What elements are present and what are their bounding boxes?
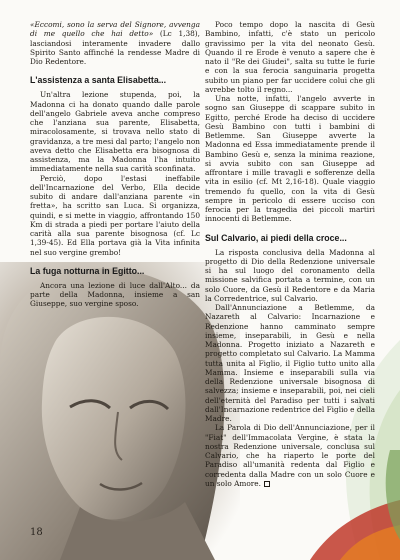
quote-reference: (Lc 1,38), lasciandosi interamente invadere dallo Spirito Santo affinché la rendesse Madre di Dio Redentore. [30, 29, 201, 66]
right-column [205, 20, 375, 488]
opening-quote [30, 20, 200, 66]
final-text: La Parola di Dio dell'Annunciazione, per il "Fiat" dell'Immacolata Vergine, è stata la nostra Redenzione universale, conclusa sul Calvario, che ha riaperto le porte del Paradiso all'umanità redenta dal Figlio e corredenta dalla Madre con un solo Cuore e un solo Amore. [205, 423, 375, 488]
section-heading-egitto: La fuga notturna in Egitto... [30, 265, 145, 276]
page-number: 18 [30, 527, 43, 538]
paragraph: Dall'Annunciazione a Betlemme, da Nazareth al Calvario: Incarnazione e Redenzione hanno camminato sempre insieme, inseparabili, in Gesù e nella Madonna. Progetto iniziato a Nazareth e progetto completato sul Calvario. La Mamma tutta unita al Figlio, il Figlio tutto unito alla Mamma. Insieme e inseparabili sulla via della Redenzione universale bisognosa di salvezza; insieme e inseparabili, poi, nei cieli dell'eternità del Paradiso per tutti i salvati dall'Incarnazione redentrice del Figlio e della Madre. [205, 303, 375, 423]
section-heading-elisabetta: L'assistenza a santa Elisabetta... [30, 75, 167, 86]
paragraph: Poco tempo dopo la nascita di Gesù Bambino, infatti, c'è stato un pericolo gravissimo per la vita del neonato Gesù. Quando il re Erode è venuto a sapere che è nato il "Re dei Giudei", salta su tutte le furie e con la sua ferocia sanguinaria progetta subito un piano per far uccidere colui che gli avrebbe tolto il regno... [205, 20, 375, 94]
paragraph: La risposta conclusiva della Madonna al progetto di Dio della Redenzione universale si ha sul luogo del coronamento della missione salvifica portata a termine, con un solo Cuore, da Gesù il Redentore e da Maria la Corredentrice, sul Calvario. [205, 247, 375, 303]
paragraph: Un'altra lezione stupenda, poi, la Madonna ci ha donato quando dalle parole dell'angelo Gabriele aveva anche compreso che l'anziana sua parente, Elisabetta, miracolosamente, si trovava nello stato di gravidanza, a tre mesi dal parto; l'angelo non aveva detto che Elisabetta era bisognosa di assistenza, ma la Madonna l'ha intuito immediatamente nella sua carità sconfinata. [30, 90, 200, 174]
paragraph: Ancora una lezione di luce dall'Alto... da parte della Madonna, insieme a san Giuseppe, suo vergine sposo. [30, 280, 200, 309]
paragraph: Una notte, infatti, l'angelo avverte in sogno san Giuseppe di scappare subito in Egitto, perché Erode ha deciso di uccidere Gesù Bambino con tutti i bambini di Betlemme. San Giuseppe avverte la Madonna ed Essa immediatamente prende il Bambino Gesù e, senza la minima reazione, si avvia subito con san Giuseppe ad affrontare i mille travagli e sofferenze della vita in esilio (cf. Mt 2,16-18). Quale viaggio tremendo fu quello, con la vita di Gesù sempre in pericolo di essere ucciso con ferocia per la tragedia dei piccoli martiri innocenti di Betlemme. [205, 94, 375, 224]
quote-text: «Eccomi, sono la serva del Signore, avvenga di me quello che hai detto» [30, 20, 200, 39]
section-heading-calvario: Sul Calvario, ai piedi della croce... [205, 232, 347, 243]
left-column [30, 20, 200, 309]
paragraph: Perciò, dopo l'estasi ineffabile dell'Incarnazione del Verbo, Ella decide subito di andare dall'anziana parente «in fretta», ha scritto san Luca. Si organizza, quindi, e si mette in viaggio, affrontando 150 Km di strada a piedi per portare l'aiuto della carità alla sua parente bisognosa (cf. Lc 1,39-45). Ed Ella portava già la Vita infinita nel suo vergine grembo! [30, 173, 200, 257]
end-square-icon [264, 481, 270, 487]
paragraph-final [205, 423, 375, 488]
